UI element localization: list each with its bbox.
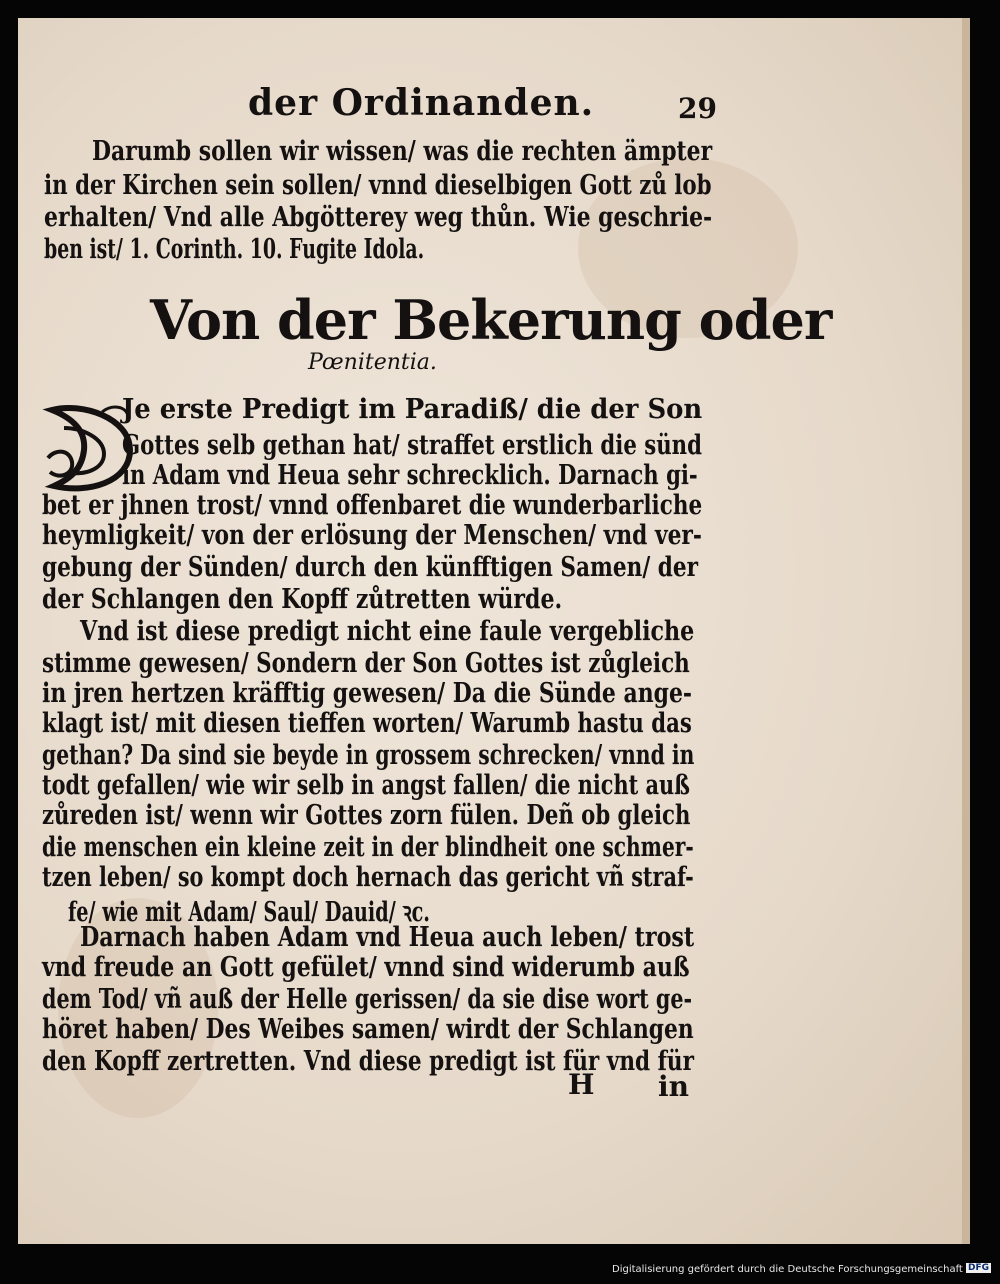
- page-number: 29: [678, 92, 717, 125]
- text-line: zůreden ist/ wenn wir Gottes zorn fülen. Deñ ob gleich: [42, 800, 691, 831]
- text-line: todt gefallen/ wie wir selb in angst fallen/ die nicht auß: [42, 770, 690, 801]
- text-line: Je erste Predigt im Paradiß/ die der Son: [122, 394, 703, 425]
- text-line: in Adam vnd Heua sehr schrecklich. Darnach gi-: [122, 460, 698, 491]
- text-line: vnd freude an Gott gefület/ vnnd sind widerumb auß: [42, 952, 690, 983]
- text-line: höret haben/ Des Weibes samen/ wirdt der Schlangen: [42, 1014, 694, 1045]
- text-line: die menschen ein kleine zeit in der blindheit one schmer-: [42, 832, 694, 863]
- running-head: der Ordinanden.: [248, 82, 595, 124]
- text-line: fe/ wie mit Adam/ Saul/ Dauid/ ꝛc.: [68, 897, 430, 928]
- text-line: gethan? Da sind sie beyde in grossem schrecken/ vnnd in: [42, 740, 695, 771]
- signature-mark: H: [568, 1068, 595, 1101]
- digitization-credit: Digitalisierung gefördert durch die Deutsche Forschungsgemeinschaft: [612, 1264, 963, 1275]
- dfg-logo: DFG: [968, 1263, 990, 1273]
- text-line: heymligkeit/ von der erlösung der Menschen/ vnd ver-: [42, 520, 702, 551]
- text-line: Vnd ist diese predigt nicht eine faule vergebliche: [80, 616, 695, 647]
- text-line: in jren hertzen kräfftig gewesen/ Da die Sünde ange-: [42, 678, 693, 709]
- text-line: Gottes selb gethan hat/ straffet erstlich die sünd: [122, 430, 702, 461]
- text-line: den Kopff zertretten. Vnd diese predigt ist für vnd für: [42, 1046, 694, 1077]
- text-line: der Schlangen den Kopff zůtretten würde.: [42, 584, 563, 615]
- text-line: Darnach haben Adam vnd Heua auch leben/ trost: [80, 922, 695, 953]
- book-page: [18, 18, 970, 1244]
- text-line: tzen leben/ so kompt doch hernach das gericht vñ straf-: [42, 862, 694, 893]
- section-subtitle: Pœnitentia.: [308, 350, 437, 375]
- text-line: in der Kirchen sein sollen/ vnnd dieselbigen Gott zů lob: [44, 170, 712, 201]
- text-line: Darumb sollen wir wissen/ was die rechten ämpter: [92, 136, 713, 167]
- text-line: stimme gewesen/ Sondern der Son Gottes ist zůgleich: [42, 648, 690, 679]
- section-title: Von der Bekerung oder: [150, 288, 832, 352]
- catchword: in: [658, 1070, 689, 1103]
- text-line: gebung der Sünden/ durch den künfftigen Samen/ der: [42, 552, 699, 583]
- text-line: dem Tod/ vñ auß der Helle gerissen/ da sie dise wort ge-: [42, 984, 693, 1015]
- text-line: ben ist/ 1. Corinth. 10. Fugite Idola.: [44, 234, 425, 265]
- text-line: erhalten/ Vnd alle Abgötterey weg thůn. Wie geschrie-: [44, 202, 713, 233]
- text-line: bet er jhnen trost/ vnnd offenbaret die wunderbarliche: [42, 490, 703, 521]
- page-edge: [962, 18, 970, 1244]
- text-line: klagt ist/ mit diesen tieffen worten/ Warumb hastu das: [42, 708, 692, 739]
